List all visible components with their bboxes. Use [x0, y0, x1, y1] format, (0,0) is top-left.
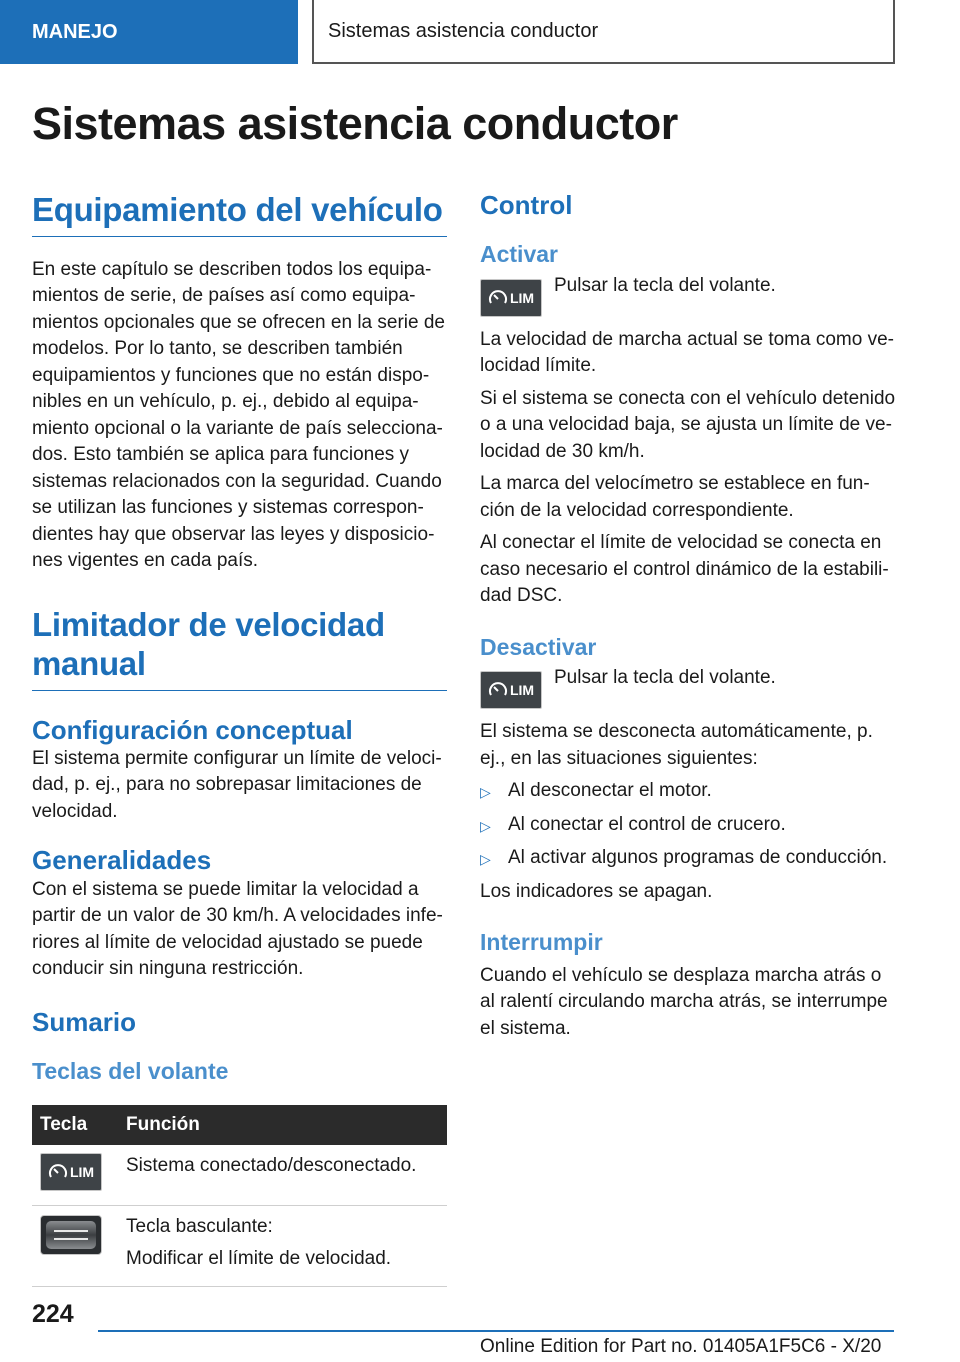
lim-button-icon: LIM [480, 279, 542, 317]
activate-key-text: Pulsar la tecla del volante. [554, 274, 776, 296]
triangle-bullet-icon: ▷ [480, 817, 491, 834]
activate-text-2: Si el sistema se conecta con el vehículo detenido o a una velocidad baja, se ajusta un límite de velocidad de 30 km/h. [480, 387, 896, 462]
summary-heading: Sumario [32, 1006, 137, 1037]
concept-text: El sistema permite configurar un límite de velocidad, p. ej., para no sobrepasar limitaciones de velocidad. [32, 747, 442, 822]
table-row [32, 1206, 447, 1287]
rocker-switch-icon [40, 1215, 102, 1255]
edition-text: Online Edition for Part no. 01405A1F5C6 - X/20 [480, 1336, 882, 1357]
chapter-title: Sistemas asistencia conductor [312, 0, 895, 64]
table-header-key: Tecla [32, 1105, 118, 1145]
section-tab: MANEJO [0, 0, 298, 64]
activate-heading: Activar [480, 241, 558, 268]
keys-heading: Teclas del volante [32, 1057, 229, 1084]
deactivate-key-text: Pulsar la tecla del volante. [554, 667, 776, 689]
interrupt-heading: Interrumpir [480, 929, 603, 956]
deactivate-text-1: El sistema se desconecta automáticamente, p. ej., en las situaciones siguientes: [480, 721, 873, 769]
table-cell-function: Tecla basculante: [126, 1216, 273, 1238]
page-number: 224 [32, 1300, 74, 1328]
list-item: ▷ Al conectar el control de crucero. [480, 812, 896, 840]
table-header-function: Función [118, 1105, 447, 1145]
activate-text-4: Al conectar el límite de velocidad se conecta en caso necesario el control dinámico de la estabilidad DSC. [480, 532, 889, 607]
table-cell-function: Sistema conectado/desconectado. [118, 1145, 447, 1206]
control-heading: Control [480, 190, 573, 220]
keys-table [32, 1105, 447, 1287]
deactivate-heading: Desactivar [480, 633, 597, 660]
lim-button-icon: LIM [480, 671, 542, 709]
left-column [32, 190, 447, 1287]
table-row [32, 1145, 447, 1206]
list-item: ▷ Al desconectar el motor. [480, 778, 896, 806]
general-text: Con el sistema se puede limitar la velocidad a partir de un valor de 30 km/h. A velocidades inferiores al límite de velocidad ajustado se puede conducir sin ninguna restricción. [32, 878, 443, 980]
lim-button-icon: LIM [40, 1153, 102, 1191]
activate-text-3: La marca del velocímetro se establece en función de la velocidad correspondiente. [480, 473, 870, 521]
list-item: ▷ Al activar algunos programas de conducción. [480, 845, 896, 873]
deactivate-text-2: Los indicadores se apagan. [480, 880, 713, 902]
footer-divider [98, 1330, 894, 1332]
page-title: Sistemas asistencia conductor [32, 98, 678, 149]
table-cell-function-detail: Modificar el límite de velocidad. [126, 1248, 392, 1270]
right-column [480, 190, 896, 1042]
concept-heading: Configuración conceptual [32, 714, 353, 745]
equipment-heading: Equipamiento del vehículo [32, 190, 447, 237]
triangle-bullet-icon: ▷ [480, 784, 491, 801]
triangle-bullet-icon: ▷ [480, 851, 491, 868]
interrupt-text: Cuando el vehículo se desplaza marcha atrás o al ralentí circulando marcha atrás, se interrumpe el sistema. [480, 964, 888, 1039]
activate-text-1: La velocidad de marcha actual se toma como velocidad límite. [480, 328, 894, 377]
equipment-text: En este capítulo se describen todos los equipamientos de serie, de países así como equipamientos opcionales que se ofrecen en la serie de modelos. Por lo tanto, se describen también equipamientos y funciones que no están disponibles en un vehículo, p. ej., debido al equipamiento opcional o la variante de país seleccionados. Esto también se aplica para funciones y sistemas relacionados con la seguridad. Cuando se utilizan las funciones y sistemas correspondientes hay que observar las leyes y disposiciones vigentes en cada país. [32, 258, 445, 572]
general-heading: Generalidades [32, 845, 212, 876]
limiter-heading: Limitador de velocidad manual [32, 605, 447, 691]
